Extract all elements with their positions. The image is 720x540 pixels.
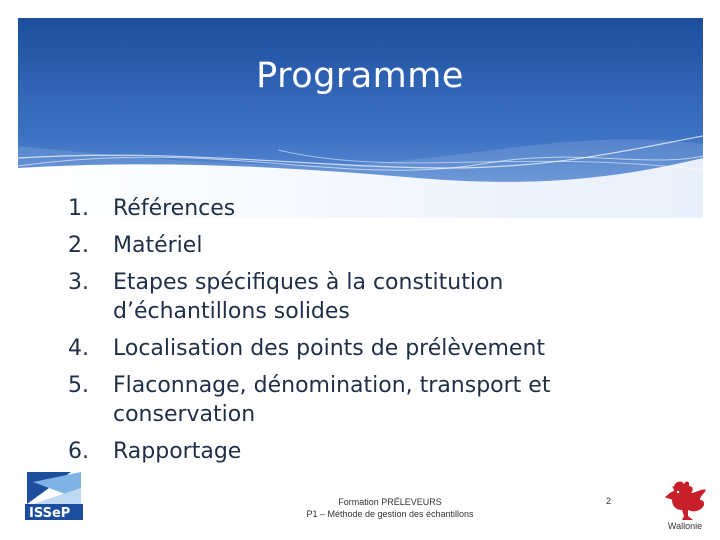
agenda-number: 5. <box>68 373 89 398</box>
agenda-item <box>68 190 628 227</box>
agenda-text: Matériel <box>113 233 203 258</box>
banner-background <box>18 18 703 218</box>
agenda-number: 2. <box>68 233 89 258</box>
page-number: 2 <box>606 496 612 506</box>
issep-wordmark: ISSeP <box>29 506 71 520</box>
wallonie-wordmark: Wallonie <box>667 521 703 531</box>
agenda-item <box>68 264 628 330</box>
footer-line-1: Formation PRÉLEVEURS <box>338 497 442 507</box>
issep-logo <box>25 470 83 520</box>
agenda-number: 6. <box>68 439 89 464</box>
agenda-item <box>68 330 628 367</box>
agenda-text: Etapes spécifiques à la constitution d’échantillons solides <box>113 270 504 324</box>
agenda-number: 3. <box>68 270 89 295</box>
rooster-icon <box>660 478 710 523</box>
agenda-list <box>68 190 628 470</box>
agenda-text: Rapportage <box>113 439 242 464</box>
agenda-number: 1. <box>68 196 89 221</box>
agenda-number: 4. <box>68 336 89 361</box>
agenda-item <box>68 433 628 470</box>
agenda-text: Références <box>113 196 236 221</box>
agenda-item <box>68 367 628 433</box>
slide-title: Programme <box>256 56 464 96</box>
title-banner <box>18 18 703 218</box>
footer-line-2: P1 – Méthode de gestion des échantillons <box>306 509 474 519</box>
agenda-item <box>68 227 628 264</box>
slide-footer <box>260 496 520 520</box>
agenda-text: Localisation des points de prélèvement <box>113 336 546 361</box>
agenda-text: Flaconnage, dénomination, transport et conservation <box>113 373 551 427</box>
